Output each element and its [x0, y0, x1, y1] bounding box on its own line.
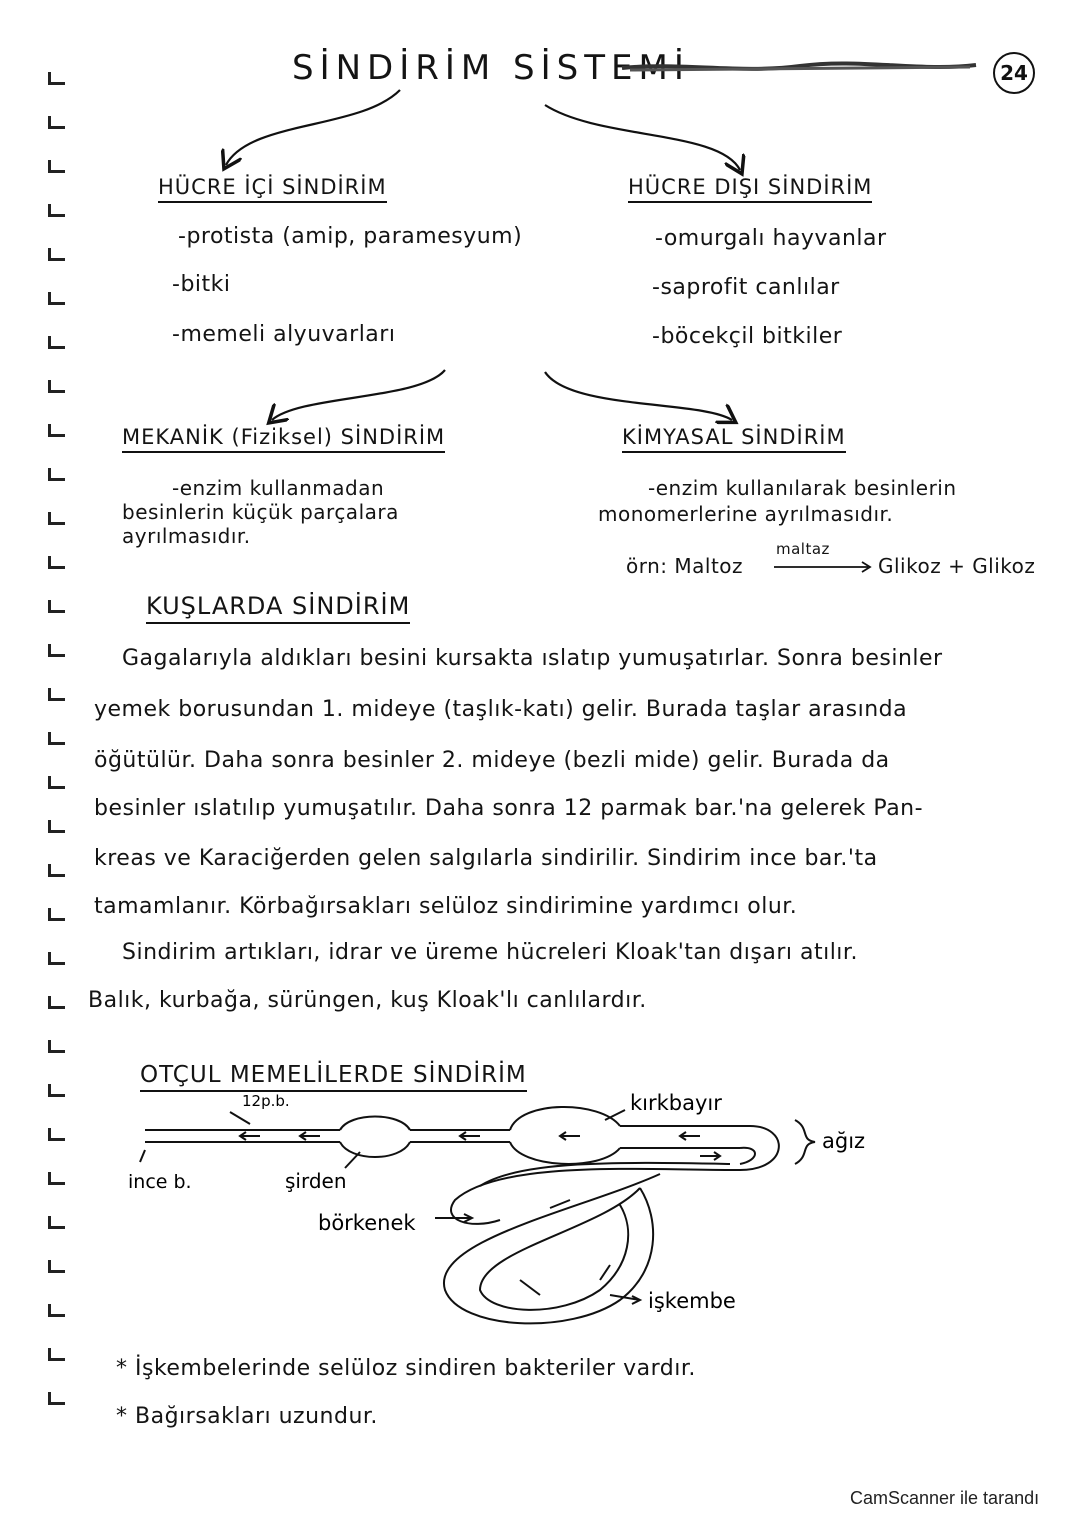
intracellular-heading: HÜCRE İÇİ SİNDİRİM — [158, 175, 387, 203]
label-rumen: işkembe — [648, 1289, 736, 1313]
chemical-example-prefix: örn: Maltoz — [626, 554, 744, 578]
label-abomasum: şirden — [285, 1169, 347, 1193]
ruminants-heading: OTÇUL MEMELİLERDE SİNDİRİM — [140, 1062, 527, 1092]
birds-line: Sindirim artıkları, idrar ve üreme hücreleri Kloak'tan dışarı atılır. — [122, 940, 858, 965]
mechanical-line: ayrılmasıdır. — [122, 524, 251, 548]
intracellular-item: -protista (amip, paramesyum) — [178, 224, 523, 249]
ruminant-note: * Bağırsakları uzundur. — [116, 1404, 378, 1429]
label-mouth: ağız — [822, 1129, 866, 1153]
arrow-to-extracellular — [545, 105, 740, 170]
arrow-to-intracellular — [226, 90, 400, 165]
label-kirkbayir: kırkbayır — [630, 1091, 722, 1115]
scanner-watermark: CamScanner ile tarandı — [850, 1488, 1040, 1508]
ruminant-note: * İşkembelerinde selüloz sindiren bakteriler vardır. — [116, 1356, 696, 1381]
page-title: SİNDİRİM SİSTEMİ — [292, 48, 690, 88]
birds-line: Gagalarıyla aldıkları besini kursakta ıslatıp yumuşatırlar. Sonra besinler — [122, 646, 943, 671]
label-12pb: 12p.b. — [242, 1092, 290, 1110]
page-number: 24 — [993, 52, 1035, 94]
mechanical-line: -enzim kullanmadan — [172, 476, 385, 500]
chemical-line: monomerlerine ayrılmasıdır. — [598, 502, 894, 526]
arrow-to-mechanical — [272, 370, 445, 420]
birds-line: tamamlanır. Körbağırsakları selüloz sindirimine yardımcı olur. — [94, 894, 798, 919]
mechanical-heading: MEKANİK (Fiziksel) SİNDİRİM — [122, 425, 445, 453]
birds-line: Balık, kurbağa, sürüngen, kuş Kloak'lı canlılardır. — [88, 988, 647, 1013]
extracellular-item: -omurgalı hayvanlar — [655, 226, 887, 251]
extracellular-item: -saprofit canlılar — [652, 275, 840, 300]
birds-line: kreas ve Karaciğerden gelen salgılarla sindirilir. Sindirim ince bar.'ta — [94, 846, 878, 871]
label-reticulum: börkenek — [318, 1211, 416, 1235]
chemical-example-enzyme: maltaz — [776, 540, 830, 558]
intracellular-item: -memeli alyuvarları — [172, 322, 396, 347]
birds-heading: KUŞLARDA SİNDİRİM — [146, 592, 410, 624]
birds-line: yemek borusundan 1. mideye (taşlık-katı) gelir. Burada taşlar arasında — [94, 697, 908, 722]
arrow-to-chemical — [545, 372, 732, 420]
branch-arrows — [0, 0, 1080, 460]
chemical-example-result: Glikoz + Glikoz — [878, 554, 1036, 578]
intracellular-item: -bitki — [172, 272, 231, 297]
chemical-line: -enzim kullanılarak besinlerin — [648, 476, 957, 500]
ruminant-stomach-diagram — [100, 1090, 900, 1350]
extracellular-item: -böcekçil bitkiler — [652, 324, 843, 349]
birds-line: öğütülür. Daha sonra besinler 2. mideye (bezli mide) gelir. Burada da — [94, 748, 890, 773]
chemical-heading: KİMYASAL SİNDİRİM — [622, 425, 846, 453]
label-small-intestine: ince b. — [128, 1171, 192, 1193]
mechanical-line: besinlerin küçük parçalara — [122, 500, 399, 524]
reaction-arrow — [772, 560, 876, 574]
extracellular-heading: HÜCRE DIŞI SİNDİRİM — [628, 175, 872, 203]
birds-line: besinler ıslatılıp yumuşatılır. Daha sonra 12 parmak bar.'na gelerek Pan- — [94, 796, 924, 821]
